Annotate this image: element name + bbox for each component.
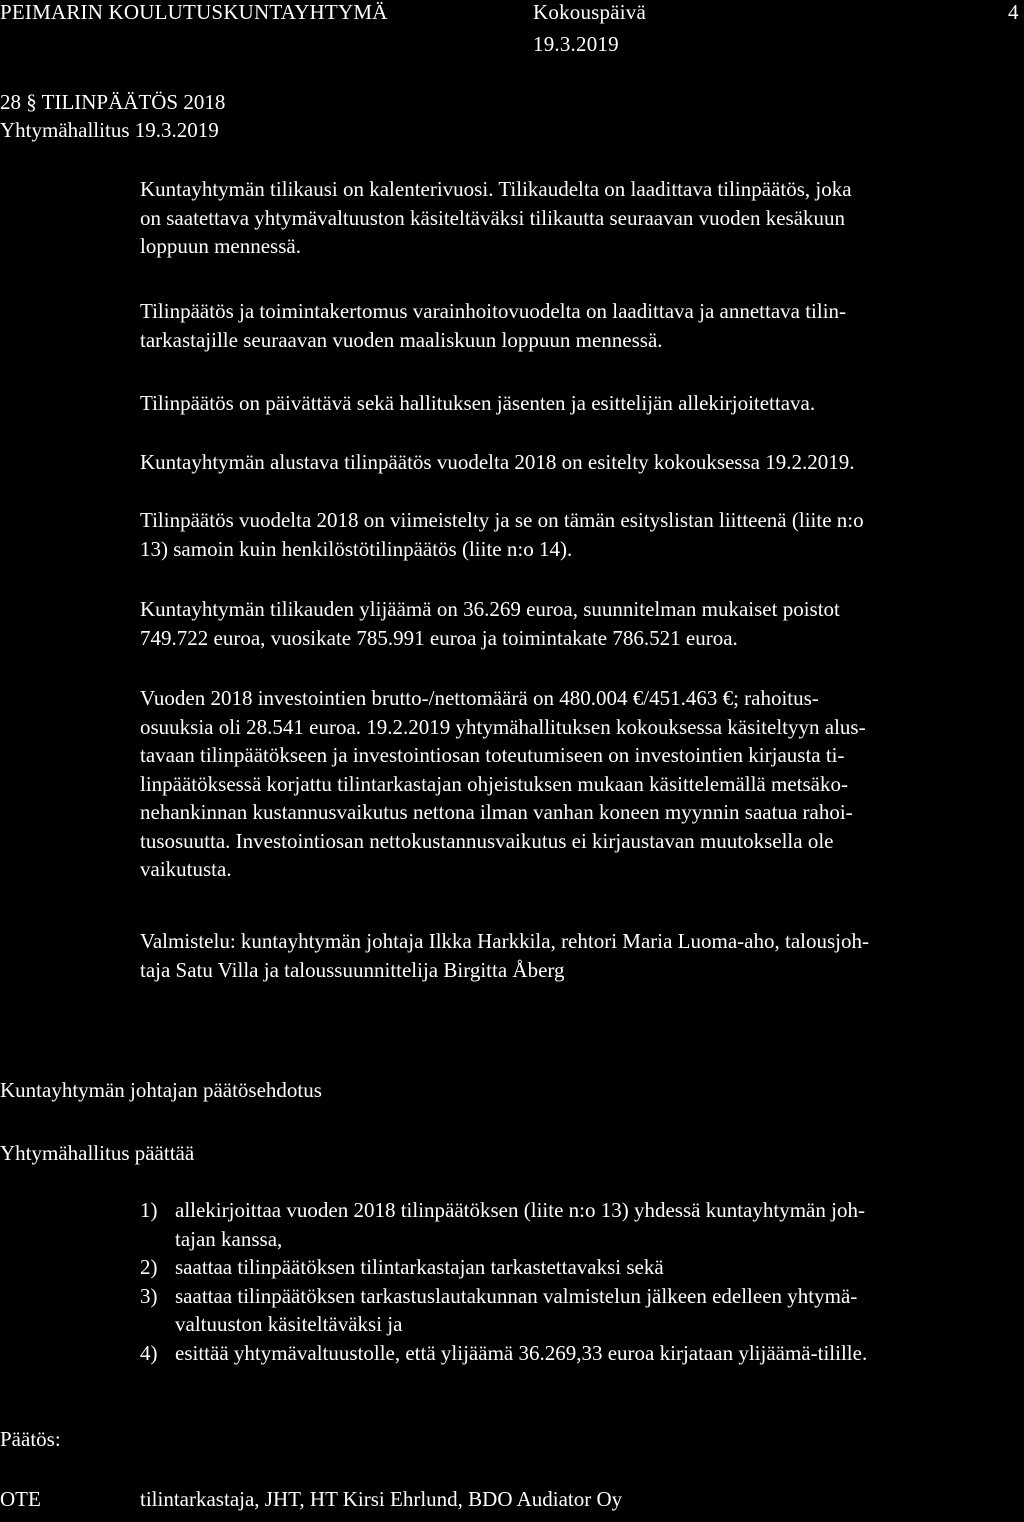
- list-item: 2) saattaa tilinpäätöksen tilintarkastajan tarkastettavaksi sekä: [140, 1255, 664, 1279]
- paragraph-annual-report: Tilinpäätös ja toimintakertomus varainhoitovuodelta on laadittava ja annettava tilin- tarkastajille seuraavan vuoden maaliskuun loppuun mennessä.: [140, 299, 847, 352]
- excerpt-label: OTE: [0, 1487, 41, 1511]
- list-item: 3) saattaa tilinpäätöksen tarkastuslautakunnan valmistelun jälkeen edelleen yhtymä- valtuuston käsiteltäväksi ja: [140, 1283, 858, 1336]
- excerpt-recipient: tilintarkastaja, JHT, HT Kirsi Ehrlund, BDO Audiator Oy: [140, 1487, 623, 1511]
- meeting-date: 19.3.2019: [533, 32, 619, 56]
- proposal-list: [140, 1196, 1010, 1367]
- list-item: 4) esittää yhtymävaltuustolle, että ylijäämä 36.269,33 euroa kirjataan ylijäämä-tilille.: [140, 1340, 868, 1365]
- proposal-decides: Yhtymähallitus päättää: [0, 1141, 195, 1165]
- list-item: 1) allekirjoittaa vuoden 2018 tilinpäätöksen (liite n:o 13) yhdessä kuntayhtymän joh- tajan kanssa,: [140, 1198, 865, 1251]
- paragraph-surplus: Kuntayhtymän tilikauden ylijäämä on 36.269 euroa, suunnitelman mukaiset poistot 749.722 euroa, vuosikate 785.991 euroa ja toimintakate 786.521 euroa.: [140, 597, 840, 650]
- page-number: 4: [1008, 0, 1019, 24]
- paragraph-attachment: Tilinpäätös vuodelta 2018 on viimeistelty ja se on tämän esityslistan liitteenä (liite n:o 13) samoin kuin henkilöstötilinpäätös (liite n:o 14).: [140, 508, 864, 561]
- paragraph-investments: Vuoden 2018 investointien brutto-/nettomäärä on 480.004 €/451.463 €; rahoitus- osuuksia oli 28.541 euroa. 19.2.2019 yhtymähallituksen kokouksessa käsiteltyyn alus- tavaan tilinpäätökseen ja investointiosan toteutumiseen on investointien kirjausta ti- linpäätöksessä korjattu tilintarkastajan ohjeistuksen mukaan käsittelemällä metsäko- nehankinnan kustannusvaikutus nettona ilman vanhan koneen myynnin saatua rahoi- tusosuutta. Investointiosan nettokustannusvaikutus ei kirjaustavan muutoksella ole vaikutusta.: [140, 686, 866, 881]
- section-subtitle: Yhtymähallitus 19.3.2019: [0, 118, 219, 142]
- paragraph-preliminary: Kuntayhtymän alustava tilinpäätös vuodelta 2018 on esitelty kokouksessa 19.2.2019.: [140, 450, 855, 474]
- section-title: 28 § TILINPÄÄTÖS 2018: [0, 90, 226, 114]
- organization-name: PEIMARIN KOULUTUSKUNTAYHTYMÄ: [0, 0, 388, 24]
- paragraph-preparation: Valmistelu: kuntayhtymän johtaja Ilkka Harkkila, rehtori Maria Luoma-aho, talousjoh- taja Satu Villa ja taloussuunnittelija Birgitta Åberg: [140, 929, 869, 982]
- paragraph-fiscal-year: Kuntayhtymän tilikausi on kalenterivuosi. Tilikaudelta on laadittava tilinpäätös, joka on saatettava yhtymävaltuuston käsiteltäväksi tilikautta seuraavan vuoden kesäkuun loppuun mennessä.: [140, 177, 852, 258]
- decision-label: Päätös:: [0, 1427, 61, 1451]
- meeting-date-label: Kokouspäivä: [533, 0, 647, 24]
- paragraph-signing: Tilinpäätös on päivättävä sekä hallituksen jäsenten ja esittelijän allekirjoitettava.: [140, 391, 816, 415]
- proposal-heading: Kuntayhtymän johtajan päätösehdotus: [0, 1078, 322, 1102]
